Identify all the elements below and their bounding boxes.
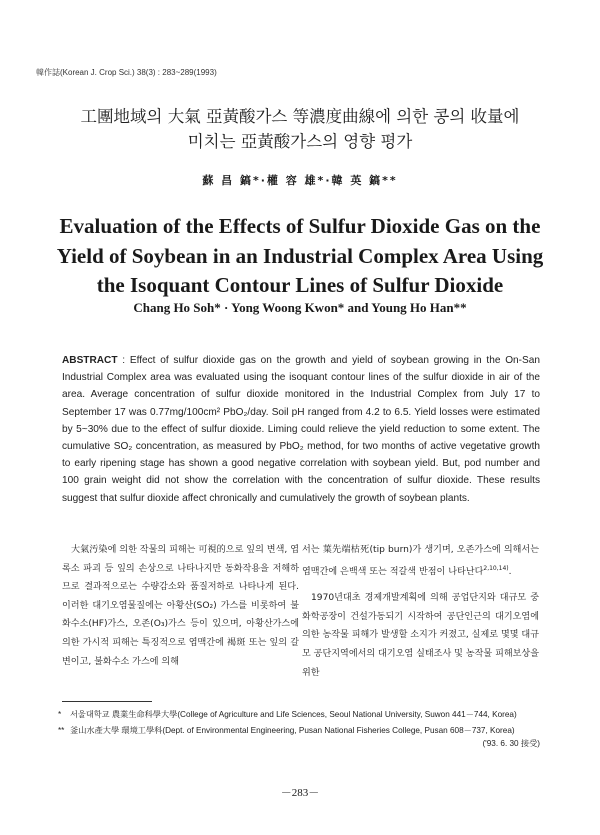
page-number: －283－ [280,787,320,799]
abstract [62,352,540,507]
footnote-text: 서울대학교 農業生命科學大學(College of Agriculture and Life Sciences, Seoul National University, Suwon 441－744, Korea) [70,710,517,719]
body-text: 서는 葉先端枯死(tip burn)가 생기며, 오존가스에 의해서는 엽맥간에 은백색 또는 적갈색 반점이 나타난다 [302,545,539,577]
english-title-line: Evaluation of the Effects of Sulfur Dioxide Gas on the [59,214,541,238]
body-paragraph: 1970년대초 경제개발계획에 의해 공업단지와 대규모 중화학공장이 건설가동되기 시작하여 공단인근의 대기오염에 의한 농작물 피해가 발생할 소지가 커졌고, 실제로 몇몇 대규모 공단지역에서의 대기오염 실태조사 및 농작물 피해보상을 위한 [302,593,539,678]
body-paragraph [302,541,539,581]
body-column-left [62,541,299,671]
english-title-line: the Isoquant Contour Lines of Sulfur Dioxide [96,273,504,297]
abstract-label: ABSTRACT [62,355,118,366]
footnote-mark: ** [58,726,65,736]
korean-title [40,104,560,154]
footnote-text: 釜山水產大學 環境工學科(Dept. of Environmental Engineering, Pusan National Fisheries College, Pusan 608－737, Korea) [70,726,515,736]
korean-title-line: 미치는 亞黃酸가스의 영향 평가 [187,132,413,151]
english-title-line: Yield of Soybean in an Industrial Complex Area Using [56,243,544,268]
korean-authors: 蘇 昌 鎬*·權 容 雄*·韓 英 鎬** [202,174,398,187]
english-authors: Chang Ho Soh* · Yong Woong Kwon* and Young Ho Han** [133,300,467,315]
citation-reference: 2,10,14) [483,564,509,572]
received-date: ('93. 6. 30 接受) [482,738,540,748]
english-title [40,212,560,301]
footnote-divider [62,701,152,702]
footnote [58,725,540,737]
footnote-mark: * [58,710,62,719]
abstract-text: : Effect of sulfur dioxide gas on the growth and yield of soybean growing in the On-San Industrial Complex area was evaluated using the isoquant contour lines of the sulfur dioxide in air of the area. Average concentration of sulfur dioxide monitored in the Industrial Complex from July 17 to September 17 was 0.77mg/100cm² PbO₂/day. Soil pH ranged from 4.2 to 6.5. Yield losses were estimated by 5~30% due to the effect of sulfur dioxide. Liming could relieve the yield reduction to some extent. The cumulative SO₂ concentration, as measured by PbO₂ method, for two months of active vegetative growth to early ripening stage has shown a good negative correlation with soybean yield. But, pod number and 100 grain weight did not show the correlation with the concentration of sulfur dioxide. These results suggest that sulfur dioxide affect chronically and cumulatively the growth of soybean plants. [62,355,540,504]
body-paragraph: 大氣汚染에 의한 작물의 피해는 可視的으로 잎의 변색, 엽록소 파괴 등 잎의 손상으로 나타나지만 동화작용을 저해하므로 결과적으로는 수량감소와 품질저하로 나타나게 된다. 이러한 대기오염물질에는 아황산(SO₂) 가스를 비롯하여 불화수소(HF)가스, 오존(O₃)가스 등이 있으며, 아황산가스에 의한 가시적 피해는 특징적으로 엽맥간에 褐斑 또는 잎의 갈변이고, 불화수소 가스에 의해 [62,545,299,667]
footnotes [58,709,540,750]
korean-title-line: 工團地域의 大氣 亞黃酸가스 等濃度曲線에 의한 콩의 收量에 [80,107,520,126]
footnote [58,709,540,721]
body-text: . [508,566,512,577]
body-column-right [302,541,539,682]
journal-reference: 韓作誌(Korean J. Crop Sci.) 38(3) : 283~289(1993) [36,68,217,77]
